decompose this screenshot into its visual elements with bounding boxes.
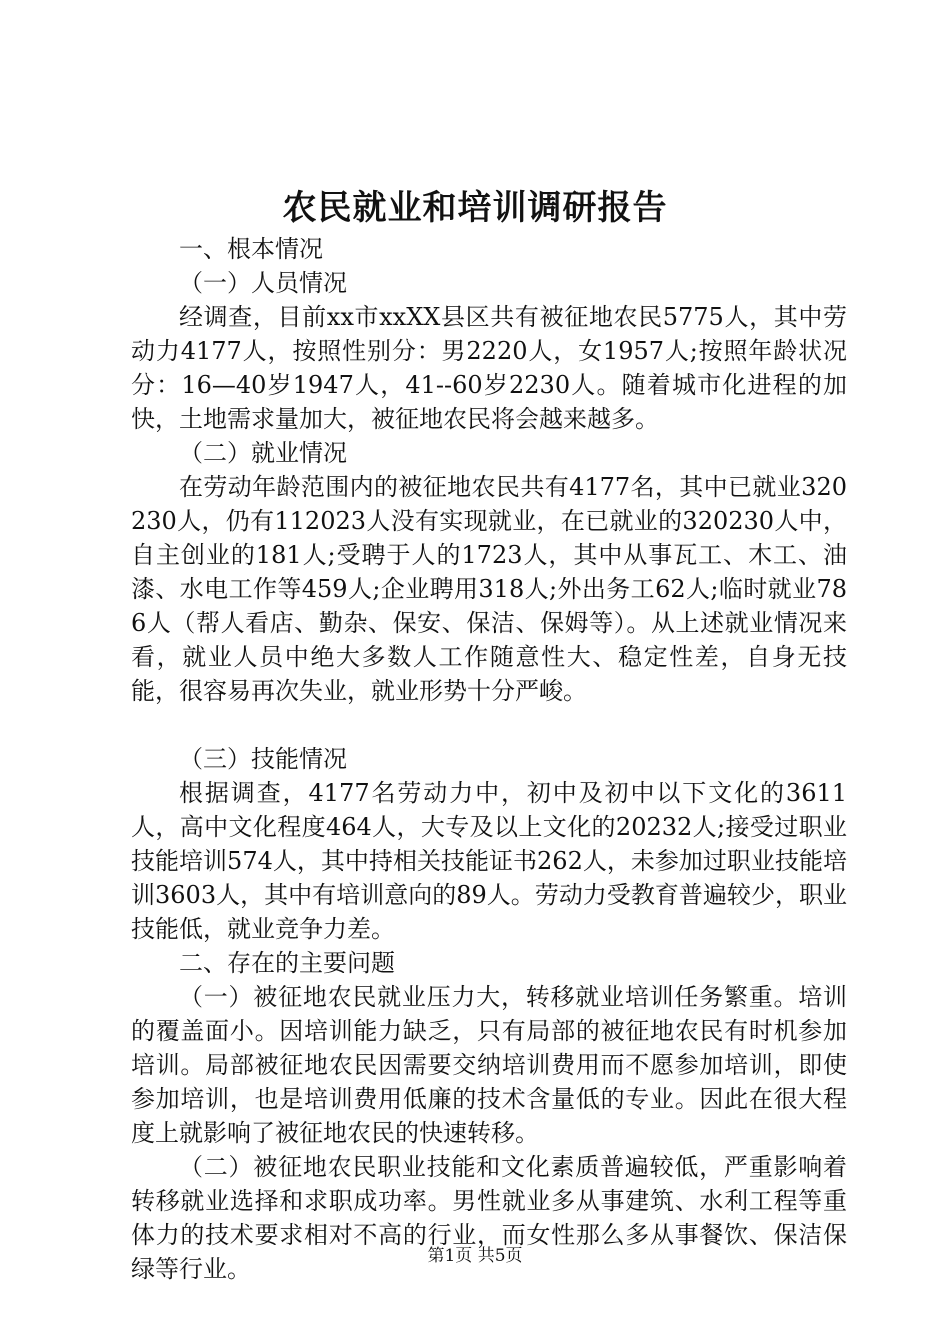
paragraph-personnel: 经调查，目前xx市xxXX县区共有被征地农民5775人，其中劳动力4177人，按照性别分：男2220人，女1957人;按照年龄状况分：16—40岁1947人，41--60岁2230人。随着城市化进程的加快，土地需求量加大，被征地农民将会越来越多。: [131, 303, 847, 433]
section-heading-problems: 二、存在的主要问题: [179, 949, 395, 977]
subsection-heading-employment: （二）就业情况: [179, 439, 347, 467]
paragraph-problem-1: （一）被征地农民就业压力大，转移就业培训任务繁重。培训的覆盖面小。因培训能力缺乏，只有局部的被征地农民有时机参加培训。局部被征地农民因需要交纳培训费用而不愿参加培训，即使参加培训，也是培训费用低廉的技术含量低的专业。因此在很大程度上就影响了被征地农民的快速转移。: [131, 983, 847, 1147]
document-body: [131, 232, 847, 1286]
section-heading-basic: 一、根本情况: [179, 235, 323, 263]
paragraph-gap: [131, 708, 847, 742]
document-title: 农民就业和培训调研报告: [282, 188, 668, 228]
paragraph-problem-2: （二）被征地农民职业技能和文化素质普遍较低，严重影响着转移就业选择和求职成功率。男性就业多从事建筑、水利工程等重体力的技术要求相对不高的行业，而女性那么多从事餐饮、保洁保绿等行业。: [131, 1153, 847, 1283]
page-footer: 第1页 共5页: [427, 1246, 523, 1266]
subsection-heading-skills: （三）技能情况: [179, 745, 347, 773]
paragraph-employment: 在劳动年龄范围内的被征地农民共有4177名，其中已就业320230人，仍有112023人没有实现就业，在已就业的320230人中，自主创业的181人;受聘于人的1723人，其中从事瓦工、木工、油漆、水电工作等459人;企业聘用318人;外出务工62人;临时就业786人（帮人看店、勤杂、保安、保洁、保姆等）。从上述就业情况来看，就业人员中绝大多数人工作随意性大、稳定性差，自身无技能，很容易再次失业，就业形势十分严峻。: [131, 473, 847, 705]
subsection-heading-personnel: （一）人员情况: [179, 269, 347, 297]
paragraph-skills: 根据调查，4177名劳动力中，初中及初中以下文化的3611人，高中文化程度464人，大专及以上文化的20232人;接受过职业技能培训574人，其中持相关技能证书262人，未参加过职业技能培训3603人，其中有培训意向的89人。劳动力受教育普遍较少，职业技能低，就业竞争力差。: [131, 779, 847, 943]
